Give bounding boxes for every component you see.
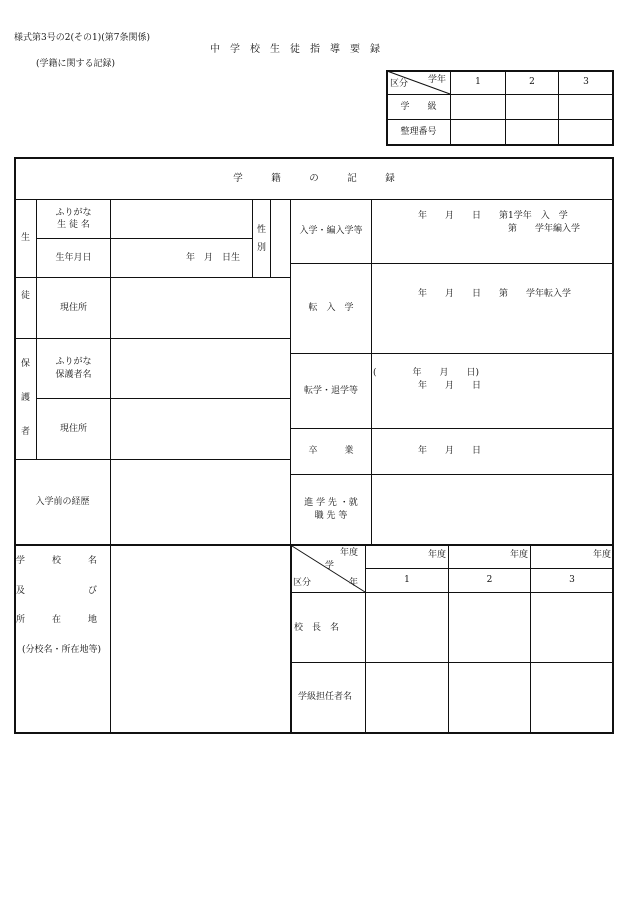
school-year-label-1: 年度 [428, 550, 447, 560]
graduation-line: 年 月 日 [418, 446, 482, 456]
student-group-label-1: 生 [21, 233, 31, 243]
admission-line-2: 第 学年編入学 [508, 224, 581, 234]
withdraw-line-1: ( 年 月 日) [373, 368, 480, 378]
furigana-guardian-label: ふりがな 保護者名 [55, 357, 92, 380]
guardian-group-label-3: 者 [21, 427, 31, 437]
school-corner-left: 区分 [293, 578, 312, 588]
admission-line-1: 年 月 日 第1学年 入 学 [418, 211, 568, 221]
class-year-3: 3 [583, 77, 589, 88]
school-corner-grade-top: 学 [325, 561, 335, 571]
address-label: 現住所 [59, 302, 87, 313]
class-year-1: 1 [475, 77, 481, 88]
school-grade-1: 1 [404, 575, 410, 586]
school-name-line-2: 及 び [16, 586, 98, 596]
page-title: 中 学 校 生 徒 指 導 要 録 [210, 44, 380, 55]
next-path-label: 進 学 先 ・就 職 先 等 [304, 498, 358, 521]
number-row-label: 整理番号 [400, 127, 437, 138]
admission-label: 入学・編入学等 [299, 226, 363, 237]
class-table-corner-right: 学年 [428, 75, 447, 85]
class-year-2: 2 [529, 77, 535, 88]
gender-label: 性 別 [256, 224, 266, 253]
school-name-line-4: (分校名・所在地等) [22, 645, 102, 655]
record-heading: 学 籍 の 記 録 [233, 172, 395, 184]
guardian-group-label-2: 護 [21, 393, 31, 403]
transfer-in-line: 年 月 日 第 学年転入学 [418, 289, 572, 299]
school-corner-grade: 年 [349, 578, 359, 588]
prior-history-label: 入学前の経歴 [35, 496, 90, 507]
graduation-label: 卒 業 [308, 446, 354, 457]
transfer-in-label: 転 入 学 [308, 303, 354, 314]
form-code: 様式第3号の2(その1)(第7条関係) [14, 33, 150, 43]
school-year-label-2: 年度 [510, 550, 529, 560]
withdraw-label: 転学・退学等 [303, 385, 358, 396]
furigana-student-label: ふりがな 生 徒 名 [55, 207, 92, 230]
page-subtitle: (学籍に関する記録) [36, 59, 116, 69]
class-table-corner-left: 区分 [390, 79, 409, 89]
student-group-label-2: 徒 [21, 291, 31, 301]
school-grade-2: 2 [486, 575, 493, 586]
birthdate-label: 生年月日 [55, 252, 92, 263]
school-grade-3: 3 [569, 575, 575, 586]
school-corner-year: 年度 [340, 548, 359, 558]
withdraw-line-2: 年 月 日 [418, 381, 482, 391]
school-name-line-3: 所 在 地 [16, 615, 98, 625]
guardian-group-label-1: 保 [21, 359, 31, 369]
guardian-address-label: 現住所 [59, 423, 87, 434]
school-year-label-3: 年度 [593, 550, 612, 560]
school-name-line-1: 学 校 名 [16, 556, 98, 566]
class-row-label: 学 級 [400, 101, 437, 112]
homeroom-teacher-label: 学級担任者名 [298, 692, 353, 702]
birthdate-value: 年 月 日生 [186, 253, 241, 263]
principal-label: 校 長 名 [294, 623, 340, 633]
